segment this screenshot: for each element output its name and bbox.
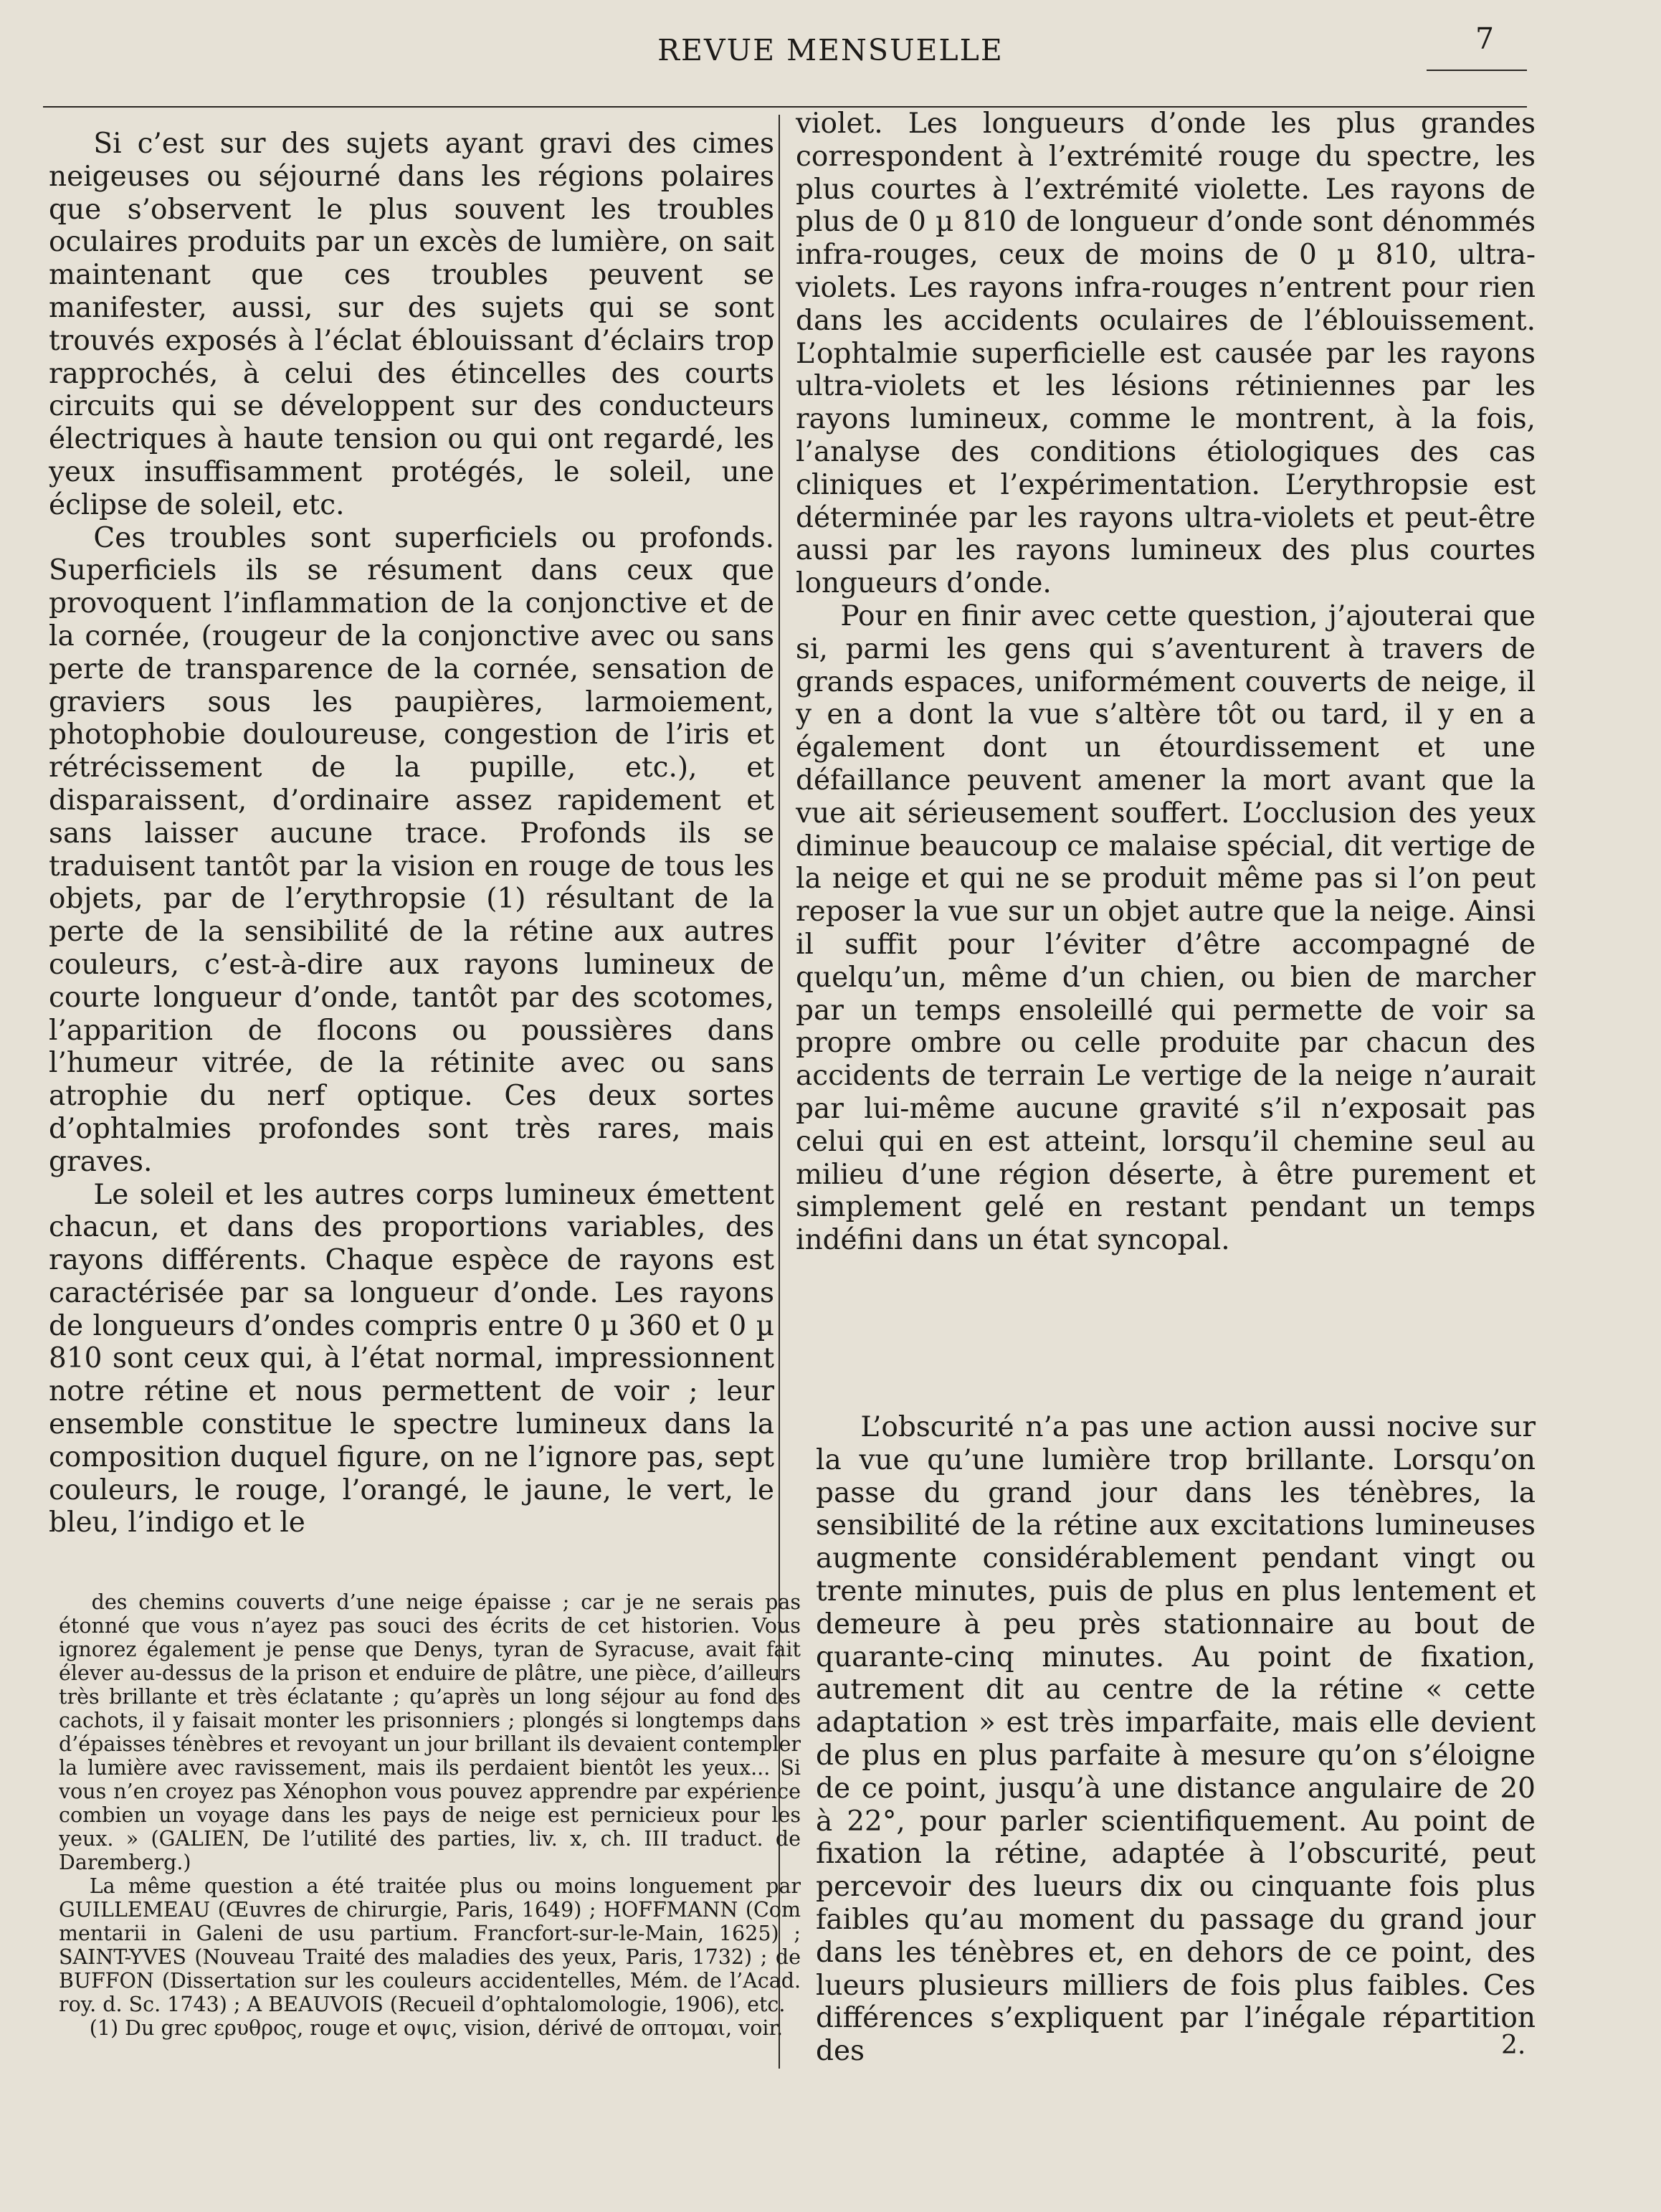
running-head-title: REVUE MENSUELLE	[657, 33, 1004, 67]
footnote-1: (1) Du grec ερυθρος, rouge et οψις, vision, dérivé de οπτομαι, voir.	[89, 2016, 784, 2040]
left-paragraph-3: Le soleil et les autres corps lumineux émettent chacun, et dans des proportions variables, des rayons différents. Chaque espèce de rayons est caractérisée par sa longueur d’onde. Les rayons de longueurs d’ondes compris entre 0 µ 360 et 0 µ 810 sont ceux qui, à l’état normal, impressionnent notre rétine et nous permettent de voir ; leur ensemble constitue le spectre lumineux dans la composition duquel figure, on ne l’ignore pas, sept couleurs, le rouge, l’orangé, le jaune, le vert, le bleu, l’indigo et le	[49, 1178, 774, 1539]
left-paragraph-2: Ces troubles sont superficiels ou profonds. Superficiels ils se résument dans ceux que provoquent l’inflammation de la conjonctive et de la cornée, (rougeur de la conjonctive avec ou sans perte de transparence de la cornée, sensation de graviers sous les paupières, larmoiement, photophobie douloureuse, congestion de l’iris et rétrécissement de la pupille, etc.), et disparaissent, d’ordinaire assez rapidement et sans laisser aucune trace. Profonds ils se traduisent tantôt par la vision en rouge de tous les objets, par de l’erythropsie (1) résultant de la perte de la sensibilité de la rétine aux autres couleurs, c’est-à-dire aux rayons lumineux de courte longueur d’onde, tantôt par des scotomes, l’apparition de flocons ou poussières dans l’humeur vitrée, de la rétinite avec ou sans atrophie du nerf optique. Ces deux sortes d’ophtalmies profondes sont très rares, mais graves.	[49, 521, 774, 1178]
right-paragraph-3: L’obscurité n’a pas une action aussi nocive sur la vue qu’une lumière trop brillante. Lorsqu’on passe du grand jour dans les ténèbres, la sensibilité de la rétine aux excitations lumineuses augmente considérablement pendant vingt ou trente minutes, puis de plus en plus lentement et demeure à peu près stationnaire au bout de quarante-cinq minutes. Au point de fixation, autrement dit au centre de la rétine « cette adaptation » est très imparfaite, mais elle devient de plus en plus parfaite à mesure qu’on s’éloigne de ce point, jusqu’à une distance angulaire de 20 à 22°, pour parler scientifiquement. Au point de fixation la rétine, adaptée à l’obscurité, peut percevoir des lueurs dix ou cinquante fois plus faibles qu’au moment du passage du grand jour dans les ténèbres et, en dehors de ce point, des lueurs plusieurs milliers de fois plus faibles. Ces différences s’expliquent par l’inégale répartition des	[816, 1411, 1536, 2068]
signature-mark: 2.	[1501, 2031, 1526, 2060]
footnote-continuation: des chemins couverts d’une neige épaisse ; car je ne serais pas étonné que vous n’ayez pas souci des écrits de cet historien. Vous ignorez également je pense que Denys, tyran de Syracuse, avait fait élever au-dessus de la prison et enduire de plâtre, une pièce, d’ailleurs très brillante et très éclatante ; qu’après un long séjour au fond des cachots, il y faisait monter les prisonniers ; plongés si longtemps dans d’épaisses ténèbres et revoyant un jour brillant ils devaient contempler la lumière avec ravissement, mais ils perdaient bientôt les yeux... Si vous n’en croyez pas Xénophon vous pouvez apprendre par expérience combien un voyage dans les pays de neige est pernicieux pour les yeux. » (GALIEN, De l’utilité des parties, liv. x, ch. III traduct. de Daremberg.)	[59, 1590, 801, 1874]
right-column-lower	[816, 1411, 1536, 2068]
right-column-upper	[796, 108, 1536, 1257]
right-paragraph-1: violet. Les longueurs d’onde les plus grandes correspondent à l’extrémité rouge du spectre, les plus courtes à l’extrémité violette. Les rayons de plus de 0 µ 810 de longueur d’onde sont dénommés infra-rouges, ceux de moins de 0 µ 810, ultra-violets. Les rayons infra-rouges n’entrent pour rien dans les accidents oculaires de l’éblouissement. L’ophtalmie superficielle est causée par les rayons ultra-violets et les lésions rétiniennes par les rayons lumineux, comme le montrent, à la fois, l’analyse des conditions étiologiques des cas cliniques et l’expérimentation. L’erythropsie est déterminée par les rayons ultra-violets et peut-être aussi par les rayons lumineux des plus courtes longueurs d’onde.	[796, 108, 1536, 600]
left-column	[49, 128, 774, 1539]
left-paragraph-1: Si c’est sur des sujets ayant gravi des cimes neigeuses ou séjourné dans les régions polaires que s’observent le plus souvent les troubles oculaires produits par un excès de lumière, on sait maintenant que ces troubles peuvent se manifester, aussi, sur des sujets qui se sont trouvés exposés à l’éclat éblouissant d’éclairs trop rapprochés, à celui des étincelles des courts circuits qui se développent sur des conducteurs électriques à haute tension ou qui ont regardé, les yeux insuffisamment protégés, le soleil, une éclipse de soleil, etc.	[49, 128, 774, 521]
right-paragraph-2: Pour en finir avec cette question, j’ajouterai que si, parmi les gens qui s’aventurent à travers de grands espaces, uniformément couverts de neige, il y en a dont la vue s’altère tôt ou tard, il y en a également dont un étourdissement et une défaillance peuvent amener la mort avant que la vue ait sérieusement souffert. L’occlusion des yeux diminue beaucoup ce malaise spécial, dit vertige de la neige et qui ne se produit même pas si l’on peut reposer la vue sur un objet autre que la neige. Ainsi il suffit pour l’éviter d’être accompagné de quelqu’un, même d’un chien, ou bien de marcher par un temps ensoleillé qui permette de voir sa propre ombre ou celle produite par chacun des accidents de terrain Le vertige de la neige n’aurait par lui-même aucune gravité s’il n’exposait pas celui qui en est atteint, lorsqu’il chemine seul au milieu d’une région déserte, à être purement et simplement gelé en restant pendant un temps indéfini dans un état syncopal.	[796, 599, 1536, 1257]
page-number: 7	[1475, 22, 1495, 56]
footnotes	[59, 1590, 801, 2040]
page-number-rule	[1427, 70, 1527, 71]
footnote-references: La même question a été traitée plus ou moins longuement par GUILLEMEAU (Œuvres de chirurgie, Paris, 1649) ; HOFFMANN (Com mentarii in Galeni de usu partium. Francfort-sur-le-Main, 1625) ; SAINT-YVES (Nouveau Traité des maladies des yeux, Paris, 1732) ; de BUFFON (Dissertation sur les couleurs accidentelles, Mém. de l’Acad. roy. d. Sc. 1743) ; A BEAUVOIS (Recueil d’ophtalomologie, 1906), etc.	[59, 1874, 801, 2016]
